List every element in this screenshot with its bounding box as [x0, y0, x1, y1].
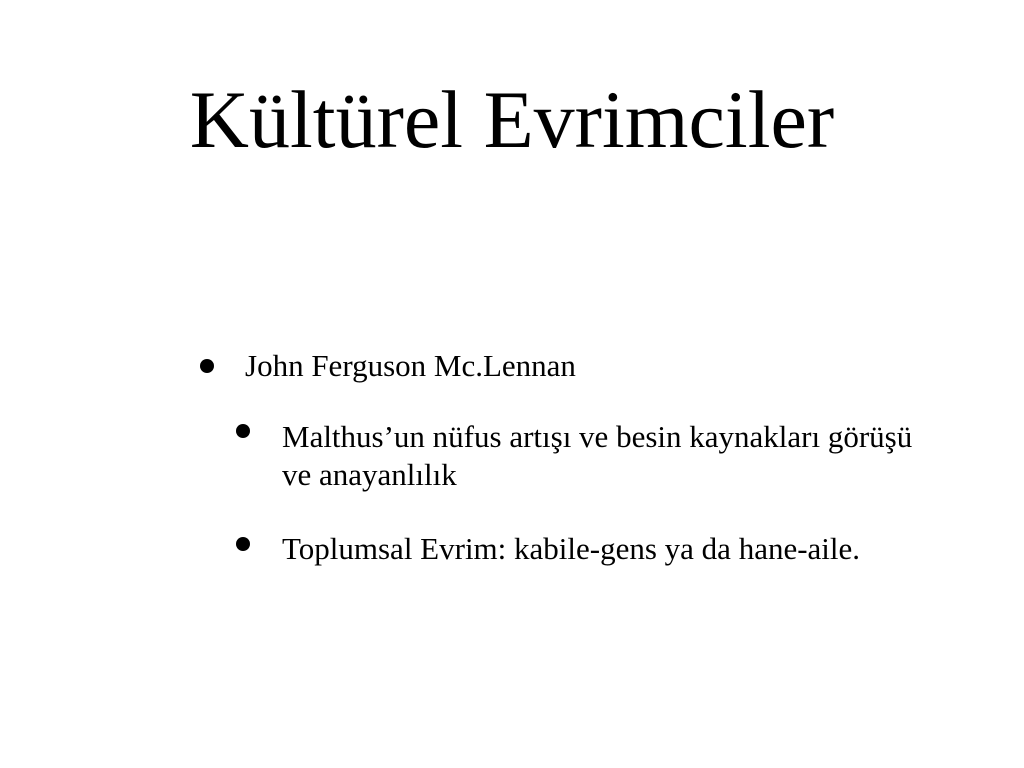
bullet-level2-text: Toplumsal Evrim: kabile-gens ya da hane-aile.	[282, 531, 861, 566]
bullet-dot-icon	[236, 405, 250, 445]
bullet-level2-text: Malthus’un nüfus artışı ve besin kaynakları görüşü ve anayanlılık	[282, 419, 913, 492]
bullet-dot-icon	[236, 518, 250, 558]
bullet-level1-text: John Ferguson Mc.Lennan	[245, 348, 576, 383]
bullet-dot-icon	[200, 340, 214, 380]
slide-title: Kültürel Evrimciler	[189, 74, 835, 165]
